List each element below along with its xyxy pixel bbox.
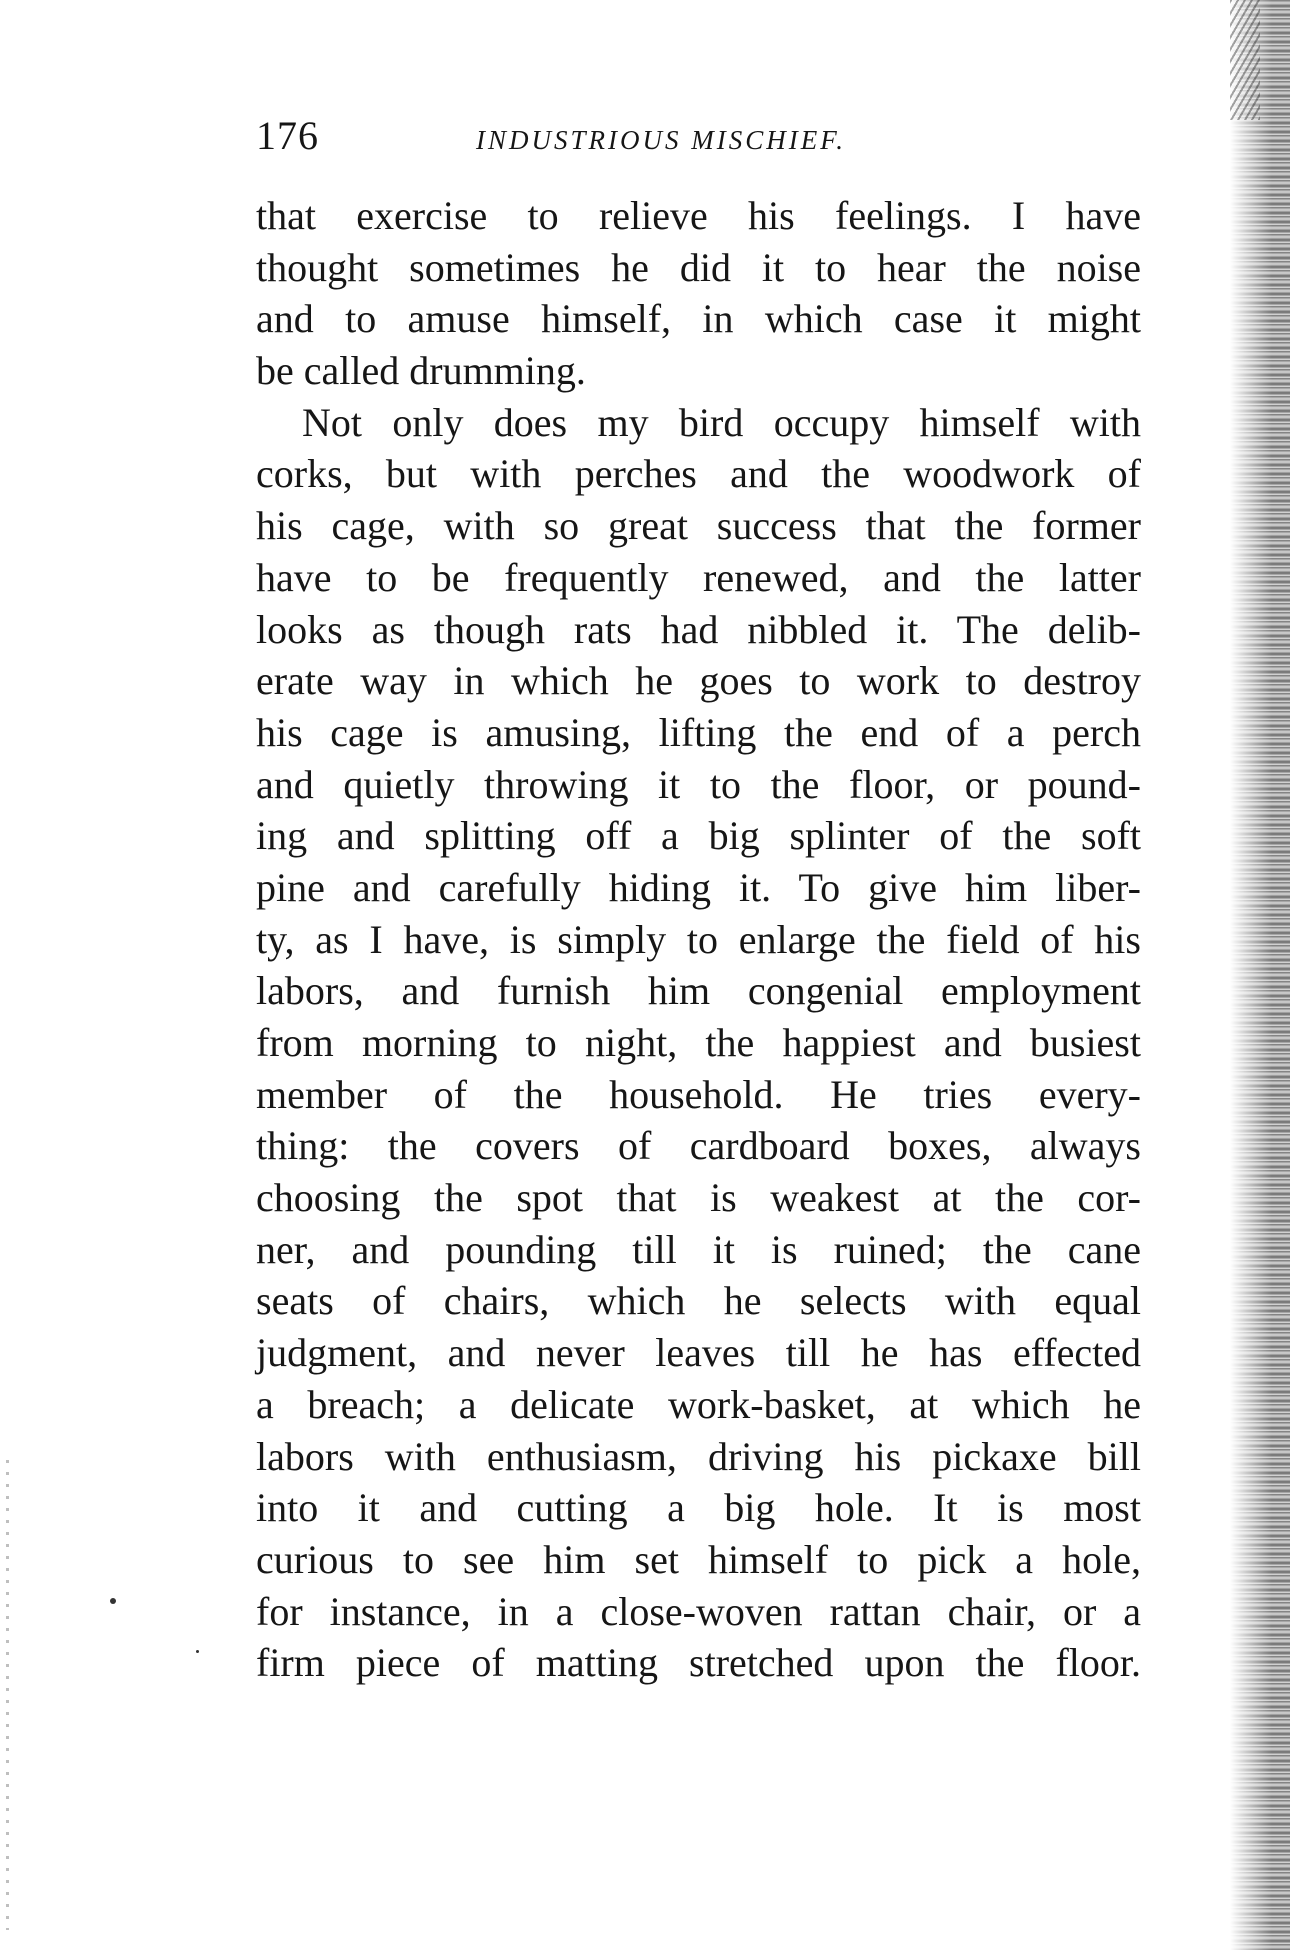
text-line: looks as though rats had nibbled it. The delib- [256,606,1141,652]
text-line: ner, and pounding till it is ruined; the cane [256,1226,1141,1272]
body-text [256,190,1141,1689]
scan-artifact [6,1460,9,1930]
text-line: judgment, and never leaves till he has effected [256,1330,1141,1376]
scan-speck [110,1598,116,1604]
text-line: labors with enthusiasm, driving his pickaxe bill [256,1433,1141,1479]
running-title: INDUSTRIOUS MISCHIEF. [476,125,846,155]
text-line: into it and cutting a big hole. It is most [256,1485,1141,1531]
text-line: for instance, in a close-woven rattan chair, or a [256,1588,1141,1634]
paragraph [256,397,1141,1689]
text-line: thought sometimes he did it to hear the noise [256,244,1141,290]
text-line: corks, but with perches and the woodwork of [256,451,1141,497]
text-line: that exercise to relieve his feelings. I have [256,193,1141,238]
text-line: curious to see him set himself to pick a hole, [256,1536,1141,1582]
text-line: and to amuse himself, in which case it might [256,296,1141,342]
text-line: his cage, with so great success that the former [256,503,1141,549]
text-line: from morning to night, the happiest and busiest [256,1020,1141,1065]
text-line: Not only does my bird occupy himself with [302,399,1141,445]
scanned-page-corner [1230,0,1260,120]
page-number: 176 [256,113,319,158]
text-line: ing and splitting off a big splinter of the soft [256,813,1141,859]
text-line: firm piece of matting stretched upon the floor. [256,1640,1141,1686]
scanned-page-edge [1230,0,1290,1950]
text-line: and quietly throwing it to the floor, or pound- [256,761,1141,807]
paragraph [256,190,1141,397]
running-head [256,106,956,166]
text-line: be called drumming. [256,348,586,394]
text-line: his cage is amusing, lifting the end of a perch [256,709,1141,755]
text-line: member of the household. He tries every- [256,1071,1141,1117]
text-line: labors, and furnish him congenial employment [256,968,1141,1014]
text-line: have to be frequently renewed, and the latter [256,554,1141,600]
text-line: thing: the covers of cardboard boxes, always [256,1123,1141,1169]
text-line: seats of chairs, which he selects with equal [256,1278,1141,1324]
text-line: choosing the spot that is weakest at the cor- [256,1175,1141,1221]
text-line: a breach; a delicate work-basket, at which he [256,1381,1141,1427]
text-line: ty, as I have, is simply to enlarge the field of his [256,916,1141,962]
text-line: pine and carefully hiding it. To give him liber- [256,864,1141,910]
scan-speck [196,1650,199,1653]
text-line: erate way in which he goes to work to destroy [256,658,1141,704]
